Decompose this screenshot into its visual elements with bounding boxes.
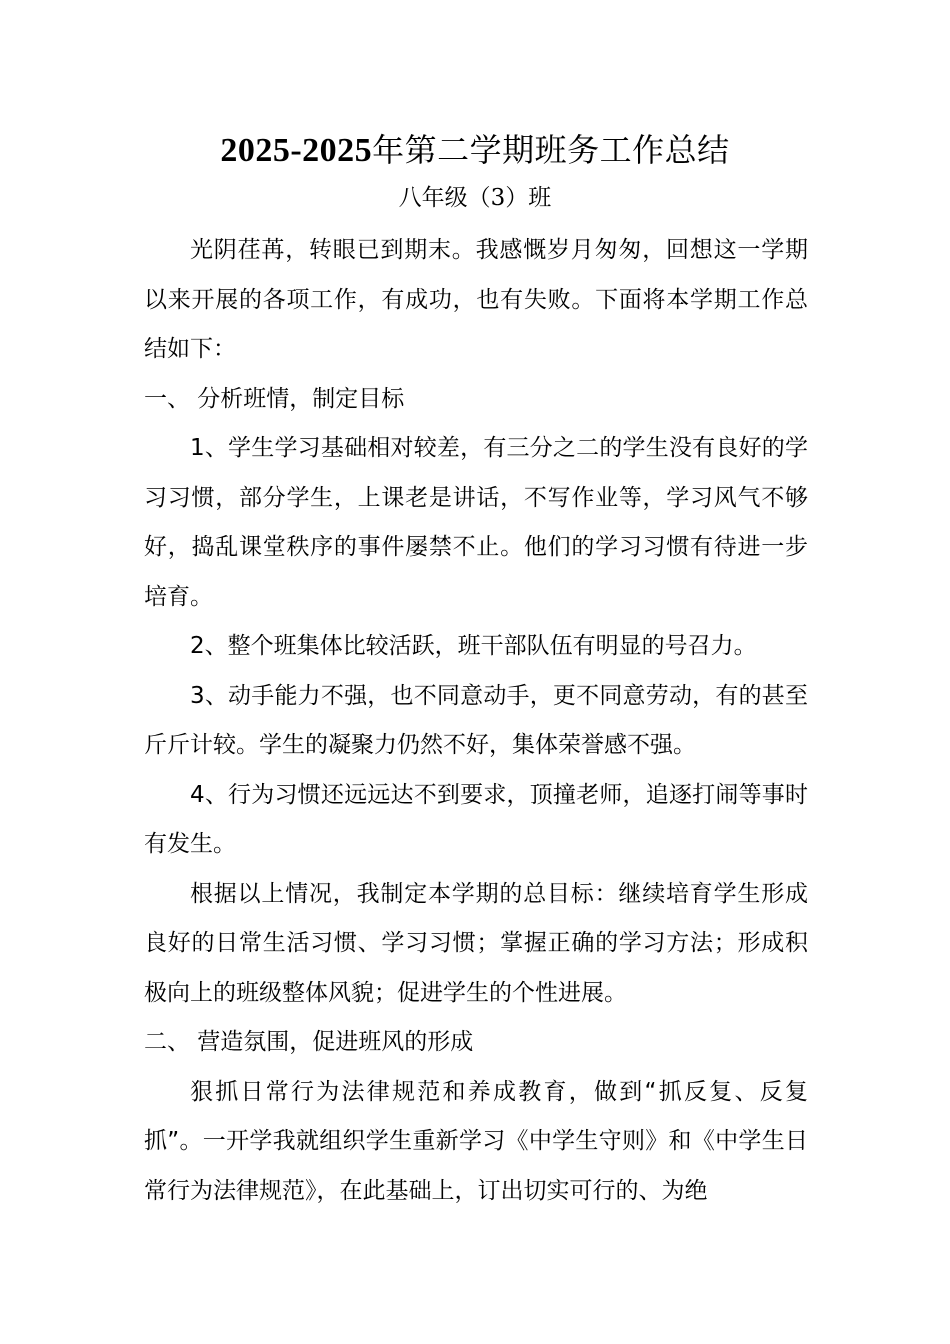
title-year: 2025-2025 [220, 132, 373, 169]
document-title [0, 128, 950, 173]
paragraph-item-2: 2、整个班集体比较活跃，班干部队伍有明显的号召力。 [190, 633, 757, 659]
paragraph-goals: 根据以上情况，我制定本学期的总目标：继续培育学生形成良好的日常生活习惯、学习习惯；掌握正确的学习方法；形成积极向上的班级整体风貌；促进学生的个性进展。 [144, 880, 808, 1006]
title-text: 年第二学期班务工作总结 [372, 131, 730, 169]
document-subtitle: 八年级（3）班 [398, 185, 552, 211]
section-heading-2: 二、 营造氛围，促进班风的形成 [144, 1029, 474, 1055]
paragraph-intro: 光阴荏苒，转眼已到期末。我感慨岁月匆匆，回想这一学期以来开展的各项工作，有成功，也有失败。下面将本学期工作总结如下： [144, 237, 808, 362]
document-body [144, 226, 808, 1216]
paragraph-item-3: 3、动手能力不强，也不同意动手，更不同意劳动，有的甚至斤斤计较。学生的凝聚力仍然不好，集体荣誉感不强。 [144, 682, 808, 758]
paragraph-item-4: 4、行为习惯还远远达不到要求，顶撞老师，追逐打闹等事时有发生。 [144, 781, 808, 857]
paragraph-routine: 狠抓日常行为法律规范和养成教育，做到“抓反复、反复抓”。一开学我就组织学生重新学习《中学生守则》和《中学生日常行为法律规范》，在此基础上，订出切实可行的、为绝 [144, 1078, 808, 1204]
section-heading-1: 一、 分析班情，制定目标 [144, 385, 405, 412]
paragraph-item-1: 1、学生学习基础相对较差，有三分之二的学生没有良好的学习习惯，部分学生，上课老是讲话，不写作业等，学习风气不够好，捣乱课堂秩序的事件屡禁不止。他们的学习习惯有待进一步培育。 [144, 435, 808, 610]
